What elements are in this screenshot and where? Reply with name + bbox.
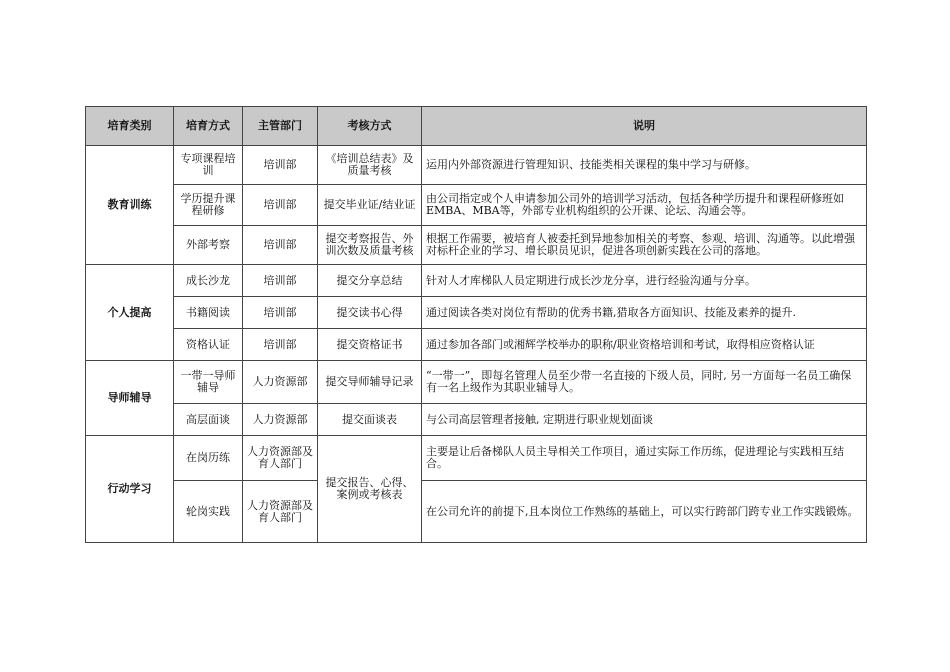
- assessment-cell: 提交导师辅导记录: [318, 361, 422, 404]
- description-cell: 运用内外部资源进行管理知识、技能类相关课程的集中学习与研修。: [422, 146, 867, 185]
- method-cell: 高层面谈: [174, 404, 243, 436]
- category-cell: 个人提高: [86, 265, 174, 361]
- dept-cell: 培训部: [243, 265, 318, 297]
- dept-cell: 培训部: [243, 226, 318, 265]
- dept-cell: 培训部: [243, 185, 318, 226]
- assessment-cell: 提交资格证书: [318, 329, 422, 361]
- method-cell: 学历提升课程研修: [174, 185, 243, 226]
- dept-cell: 人力资源部: [243, 404, 318, 436]
- dept-cell: 培训部: [243, 329, 318, 361]
- assessment-cell: 《培训总结表》及质量考核: [318, 146, 422, 185]
- description-cell: “一带一”，即每名管理人员至少带一名直接的下级人员，同时, 另一方面每一名员工确保有一名上级作为其职业辅导人。: [422, 361, 867, 404]
- dept-cell: 培训部: [243, 297, 318, 329]
- method-cell: 专项课程培训: [174, 146, 243, 185]
- method-cell: 在岗历练: [174, 436, 243, 481]
- dept-cell: 培训部: [243, 146, 318, 185]
- assessment-cell: 提交读书心得: [318, 297, 422, 329]
- table-row: [86, 146, 867, 185]
- description-cell: 主要是让后备梯队人员主导相关工作项目，通过实际工作历练，促进理论与实践相互结合。: [422, 436, 867, 481]
- description-cell: 由公司指定或个人申请参加公司外的培训学习活动，包括各种学历提升和课程研修班如EMBA、MBA等，外部专业机构组织的公开课、论坛、沟通会等。: [422, 185, 867, 226]
- header-description: 说明: [422, 107, 867, 146]
- description-cell: 在公司允许的前提下,且本岗位工作熟练的基础上，可以实行跨部门跨专业工作实践锻炼。: [422, 481, 867, 543]
- description-cell: 通过参加各部门或湘辉学校举办的职称/职业资格培训和考试，取得相应资格认证: [422, 329, 867, 361]
- assessment-cell: 提交考察报告、外训次数及质量考核: [318, 226, 422, 265]
- table-row: [86, 185, 867, 226]
- category-cell: 教育训练: [86, 146, 174, 265]
- table-row: [86, 329, 867, 361]
- header-assessment: 考核方式: [318, 107, 422, 146]
- method-cell: 轮岗实践: [174, 481, 243, 543]
- assessment-cell: 提交分享总结: [318, 265, 422, 297]
- assessment-cell: 提交报告、心得、案例或考核表: [318, 436, 422, 543]
- method-cell: 成长沙龙: [174, 265, 243, 297]
- category-cell: 行动学习: [86, 436, 174, 543]
- header-dept: 主管部门: [243, 107, 318, 146]
- dept-cell: 人力资源部及育人部门: [243, 436, 318, 481]
- table-row: [86, 265, 867, 297]
- table-row: [86, 404, 867, 436]
- header-category: 培育类别: [86, 107, 174, 146]
- method-cell: 外部考察: [174, 226, 243, 265]
- description-cell: 针对人才库梯队人员定期进行成长沙龙分享，进行经验沟通与分享。: [422, 265, 867, 297]
- category-cell: 导师辅导: [86, 361, 174, 436]
- header-row: [86, 107, 867, 146]
- assessment-cell: 提交毕业证/结业证: [318, 185, 422, 226]
- description-cell: 根据工作需要，被培育人被委托到异地参加相关的考察、参观、培训、沟通等。以此增强对标杆企业的学习、增长职员见识，促进各项创新实践在公司的落地。: [422, 226, 867, 265]
- header-method: 培育方式: [174, 107, 243, 146]
- table-row: [86, 297, 867, 329]
- dept-cell: 人力资源部: [243, 361, 318, 404]
- method-cell: 资格认证: [174, 329, 243, 361]
- description-cell: 通过阅读各类对岗位有帮助的优秀书籍,猎取各方面知识、技能及素养的提升.: [422, 297, 867, 329]
- description-cell: 与公司高层管理者接触, 定期进行职业规划面谈: [422, 404, 867, 436]
- table-row: [86, 226, 867, 265]
- method-cell: 一带一导师辅导: [174, 361, 243, 404]
- table-row: [86, 481, 867, 543]
- dept-cell: 人力资源部及育人部门: [243, 481, 318, 543]
- assessment-cell: 提交面谈表: [318, 404, 422, 436]
- table-row: [86, 436, 867, 481]
- table-row: [86, 361, 867, 404]
- method-cell: 书籍阅读: [174, 297, 243, 329]
- training-table: [85, 106, 867, 543]
